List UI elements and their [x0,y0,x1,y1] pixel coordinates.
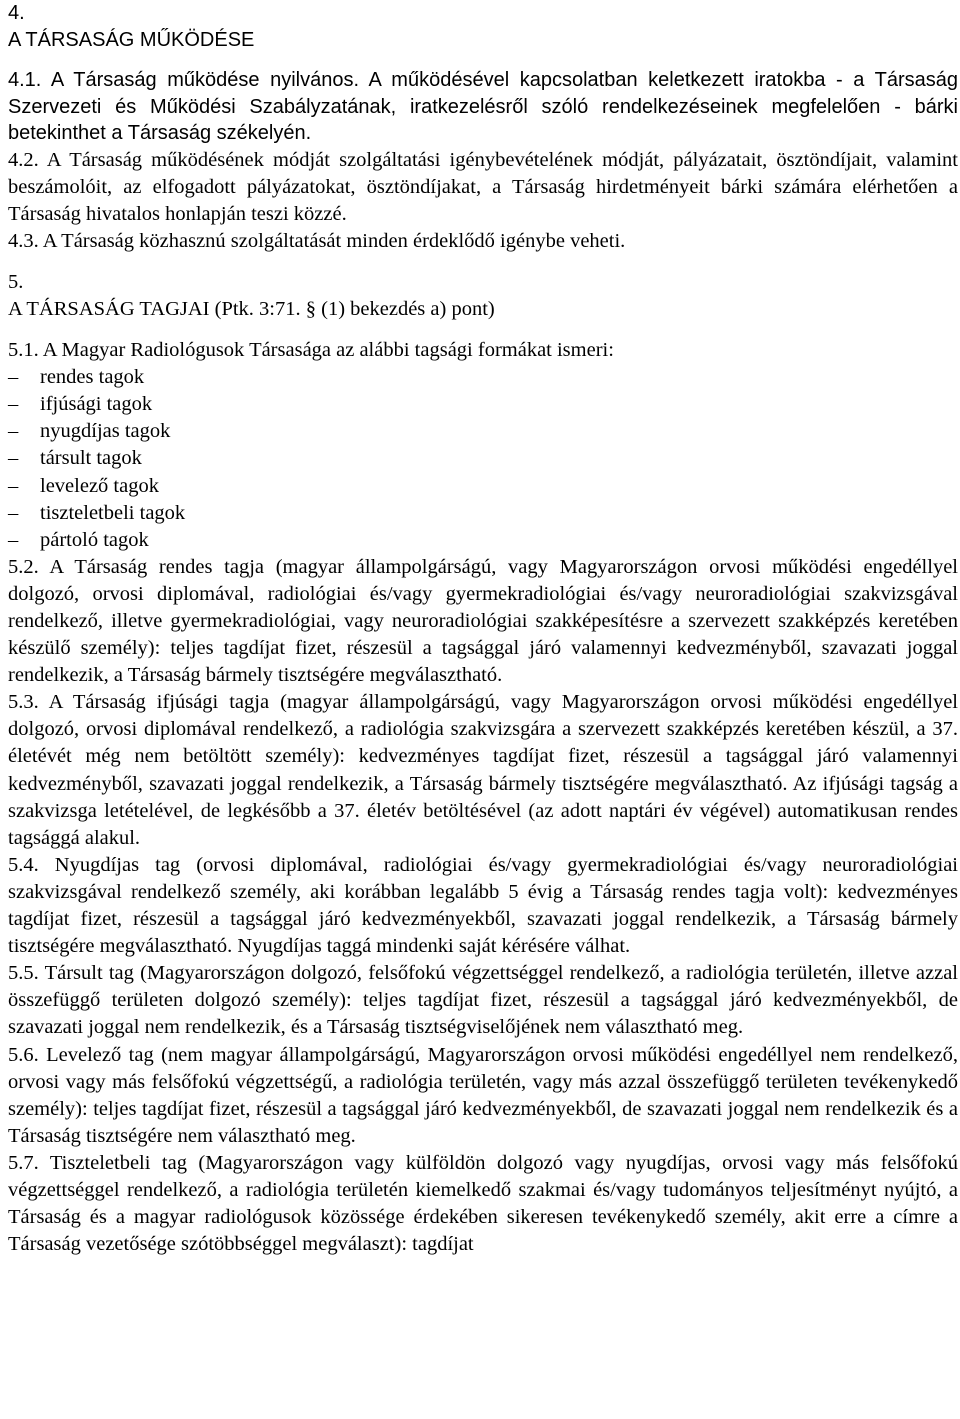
paragraph-5-1: 5.1. A Magyar Radiológusok Társasága az alábbi tagsági formákat ismeri: [8,339,614,362]
paragraph-5-2: 5.2. A Társaság rendes tagja (magyar állampolgárságú, vagy Magyarországon orvosi működési engedéllyel dolgozó, orvosi diplomával, radiológiai és/vagy gyermekradiológiai és/vagy neuroradiológiai szakvizsgával rendelkező, illetve gyermekradiológiai, vagy neuroradiológiai szakképesítésre a szervezett szakképzés keretében készülő személy): teljes tagdíjat fizet, részesül a tagsággal járó valamennyi kedvezményből, szavazati joggal rendelkezik, a Társaság bármely tisztségére megválasztható. [8,555,958,687]
paragraph-4-2: 4.2. A Társaság működésének módját szolgáltatási igénybevételének módját, pályázatait, ösztöndíjait, valamint beszámolóit, az elfogadott pályázatokat, ösztöndíjakat, a Társaság hirdetményeit bárki számára elérhetően a Társaság hivatalos honlapján teszi közzé. [8,148,958,225]
paragraph-4-3: 4.3. A Társaság közhasznú szolgáltatását minden érdeklődő igénybe veheti. [8,229,626,252]
paragraph-5-5: 5.5. Társult tag (Magyarországon dolgozó, felsőfokú végzettséggel rendelkező, a radiológia területén, illetve azzal összefüggő területen dolgozó személy): teljes tagdíjat fizet, részesül a tagsággal járó kedvezményekből, de szavazati joggal nem rendelkezik, és a Társaság tisztségviselőjének nem választható meg. [8,962,958,1039]
paragraph-5-4: 5.4. Nyugdíjas tag (orvosi diplomával, radiológiai és/vagy gyermekradiológiai és/vagy neuroradiológiai szakvizsgával rendelkező személy, aki korábban legalább 5 évig a Társaság rendes tagja volt): kedvezményes tagdíjat fizet, részesül a tagsággal járó kedvezményekből, szavazati joggal rendelkezik, a Társaság bármely tisztségére megválasztható. Nyugdíjas taggá mindenki saját kérésére válhat. [8,853,958,958]
list-item: – rendes tagok [8,364,958,391]
list-item: – nyugdíjas tagok [8,418,958,445]
list-item: – tiszteletbeli tagok [8,500,958,527]
list-item: – társult tagok [8,445,958,472]
document-page [8,0,958,1258]
paragraph-5-6: 5.6. Levelező tag (nem magyar állampolgárságú, Magyarországon orvosi működési engedéllyel nem rendelkező, orvosi vagy más felsőfokú végzettségű, a radiológia területén, vagy más azzal összefüggő területen tevékenykedő személy): teljes tagdíjat fizet, részesül a tagsággal járó kedvezményekből, de szavazati joggal nem rendelkezik és a Társaság tisztségére nem választható meg. [8,1043,958,1147]
list-item: – levelező tagok [8,473,958,500]
list-item: – ifjúsági tagok [8,391,958,418]
dash-bullet: – [8,528,19,551]
section-title: A TÁRSASÁG TAGJAI (Ptk. 3:71. § (1) bekezdés a) pont) [8,297,495,320]
paragraph-4-1: 4.1. A Társaság működése nyilvános. A működésével kapcsolatban keletkezett iratokba - a Társaság Szervezeti és Működési Szabályzatának, iratkezelésről szóló rendelkezéseinek megfelelően - bárki betekinthet a Társaság székelyén. [8,69,958,144]
paragraph-5-3: 5.3. A Társaság ifjúsági tagja (magyar állampolgárságú, vagy Magyarországon orvosi működési engedéllyel dolgozó, orvosi diplomával rendelkező, a radiológia szakvizsgára a szervezett szakképzés keretében készül, a 37. életévét még nem betöltött személy): kedvezményes tagdíjat fizet, részesül a tagsággal járó valamennyi kedvezményből, szavazati joggal rendelkezik, a Társaság bármely tisztségére megválasztható. Az ifjúsági tagság a szakvizsga letételével, de legkésőbb a 37. életév betöltésével (az adott naptári év végével) automatikusan rendes tagsággá alakul. [8,691,958,849]
dash-bullet: – [8,501,19,524]
dash-bullet: – [8,420,19,443]
section-4-heading [8,0,958,53]
section-title: A TÁRSASÁG MŰKÖDÉSE [8,28,255,51]
dash-bullet: – [8,366,19,389]
dash-bullet: – [8,474,19,497]
dash-bullet: – [8,393,19,416]
paragraph-5-7: 5.7. Tiszteletbeli tag (Magyarországon vagy külföldön dolgozó vagy nyugdíjas, orvosi vagy más felsőfokú végzettséggel rendelkező, a radiológia területén kiemelkedő szakmai és/vagy tudományos teljesítményt nyújtó, a Társaság és a magyar radiológusok közössége érdekében sikeresen tevékenykedő személy, akit erre a címre a Társaság vezetősége szótöbbséggel megválaszt): tagdíjat [8,1151,958,1256]
section-number: 4. [8,2,25,24]
membership-type-list [8,364,958,554]
list-item: – pártoló tagok [8,527,958,554]
dash-bullet: – [8,447,19,470]
section-5-heading [8,269,958,323]
section-number: 5. [8,270,24,293]
